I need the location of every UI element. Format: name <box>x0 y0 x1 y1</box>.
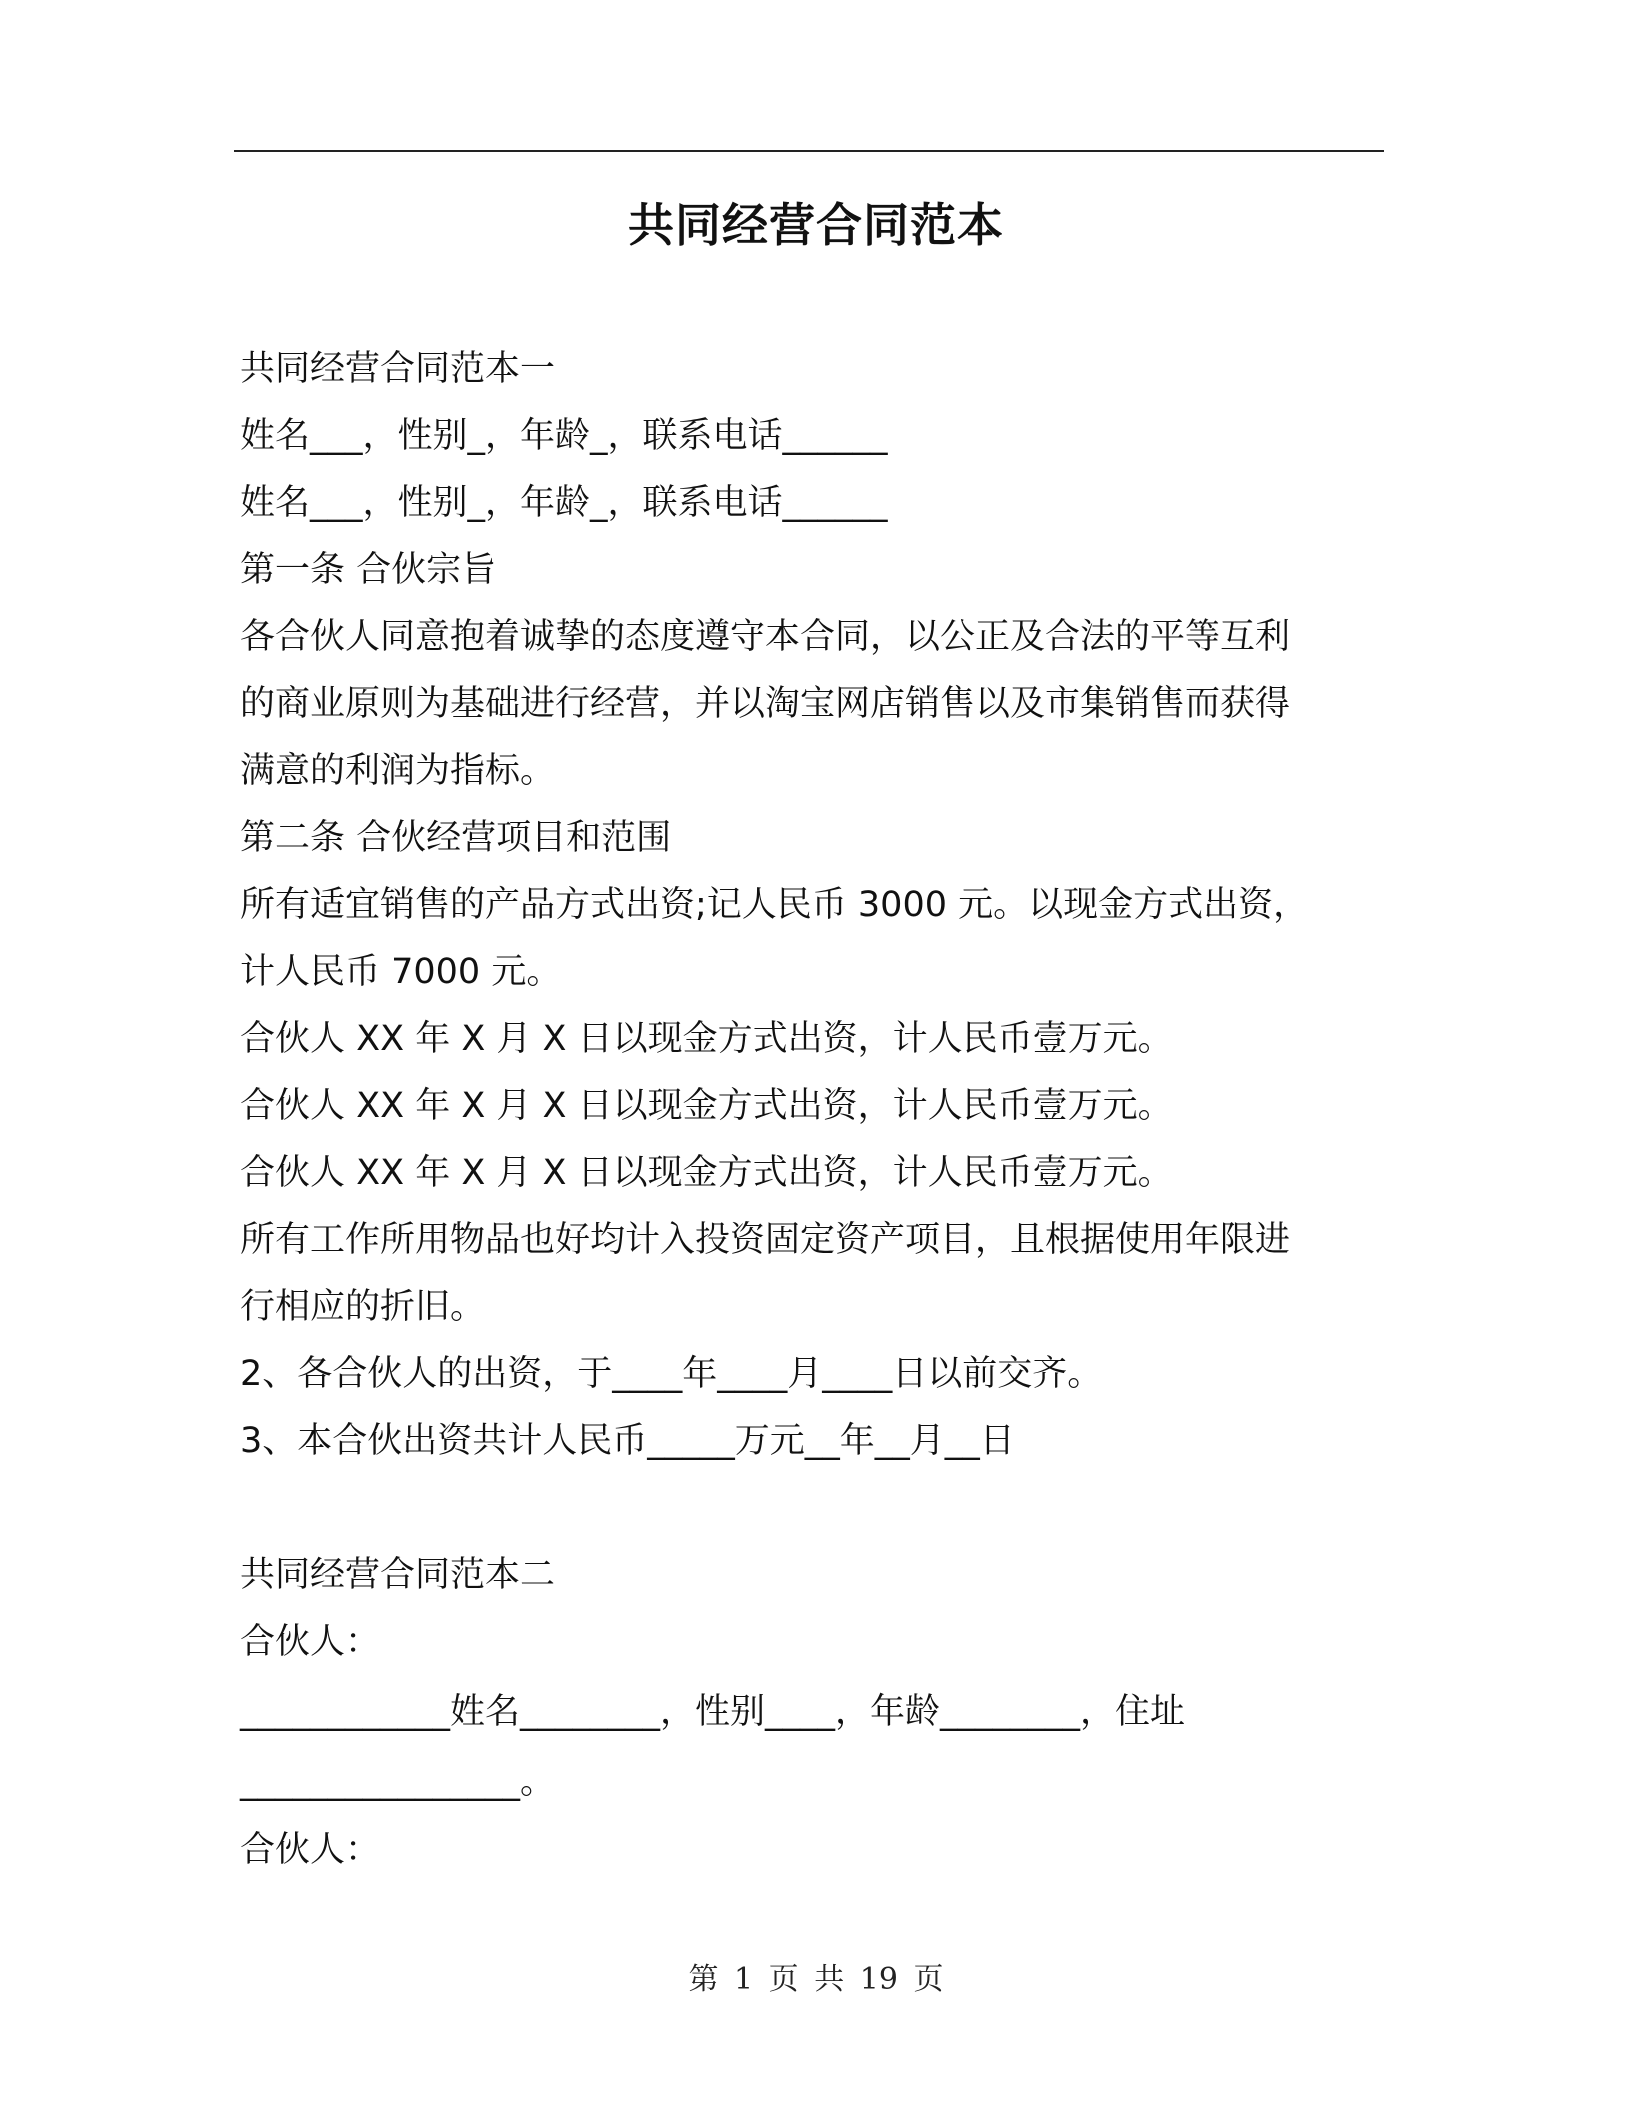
assets-text-2: 行相应的折旧。 <box>240 1287 486 1327</box>
section-heading-two: 共同经营合同范本二 <box>240 1555 556 1595</box>
header-divider <box>234 150 1384 152</box>
partner-contribution-3: 合伙人 XX 年 X 月 X 日以现金方式出资，计人民币壹万元。 <box>240 1153 1173 1193</box>
partner-label-2: 合伙人： <box>240 1830 381 1870</box>
section-heading-one: 共同经营合同范本一 <box>240 349 556 389</box>
partner-address-line: ________________。 <box>240 1762 556 1802</box>
article-2-text-1: 所有适宜销售的产品方式出资;记人民币 3000 元。以现金方式出资， <box>240 885 1309 925</box>
party-info-line-2: 姓名___，性别_，年龄_，联系电话______ <box>240 483 888 523</box>
assets-text-1: 所有工作所用物品也好均计入投资固定资产项目，且根据使用年限进 <box>240 1220 1291 1260</box>
article-1-heading: 第一条 合伙宗旨 <box>240 550 497 590</box>
clause-3: 3、本合伙出资共计人民币_____万元__年__月__日 <box>240 1421 1015 1461</box>
article-1-text-3: 满意的利润为指标。 <box>240 751 556 791</box>
page-number: 第 1 页 共 19 页 <box>688 1962 944 1997</box>
partner-contribution-2: 合伙人 XX 年 X 月 X 日以现金方式出资，计人民币壹万元。 <box>240 1086 1173 1126</box>
article-2-heading: 第二条 合伙经营项目和范围 <box>240 818 672 858</box>
clause-2: 2、各合伙人的出资，于____年____月____日以前交齐。 <box>240 1354 1103 1394</box>
document-title: 共同经营合同范本 <box>628 198 1004 252</box>
party-info-line-1: 姓名___，性别_，年龄_，联系电话______ <box>240 416 888 456</box>
article-2-text-2: 计人民币 7000 元。 <box>240 952 562 992</box>
article-1-text-2: 的商业原则为基础进行经营，并以淘宝网店销售以及市集销售而获得 <box>240 684 1291 724</box>
partner-label-1: 合伙人： <box>240 1622 381 1662</box>
partner-contribution-1: 合伙人 XX 年 X 月 X 日以现金方式出资，计人民币壹万元。 <box>240 1019 1173 1059</box>
partner-info-line: ____________姓名________，性别____，年龄________，住址 <box>240 1692 1186 1732</box>
article-1-text-1: 各合伙人同意抱着诚挚的态度遵守本合同，以公正及合法的平等互利 <box>240 617 1291 657</box>
